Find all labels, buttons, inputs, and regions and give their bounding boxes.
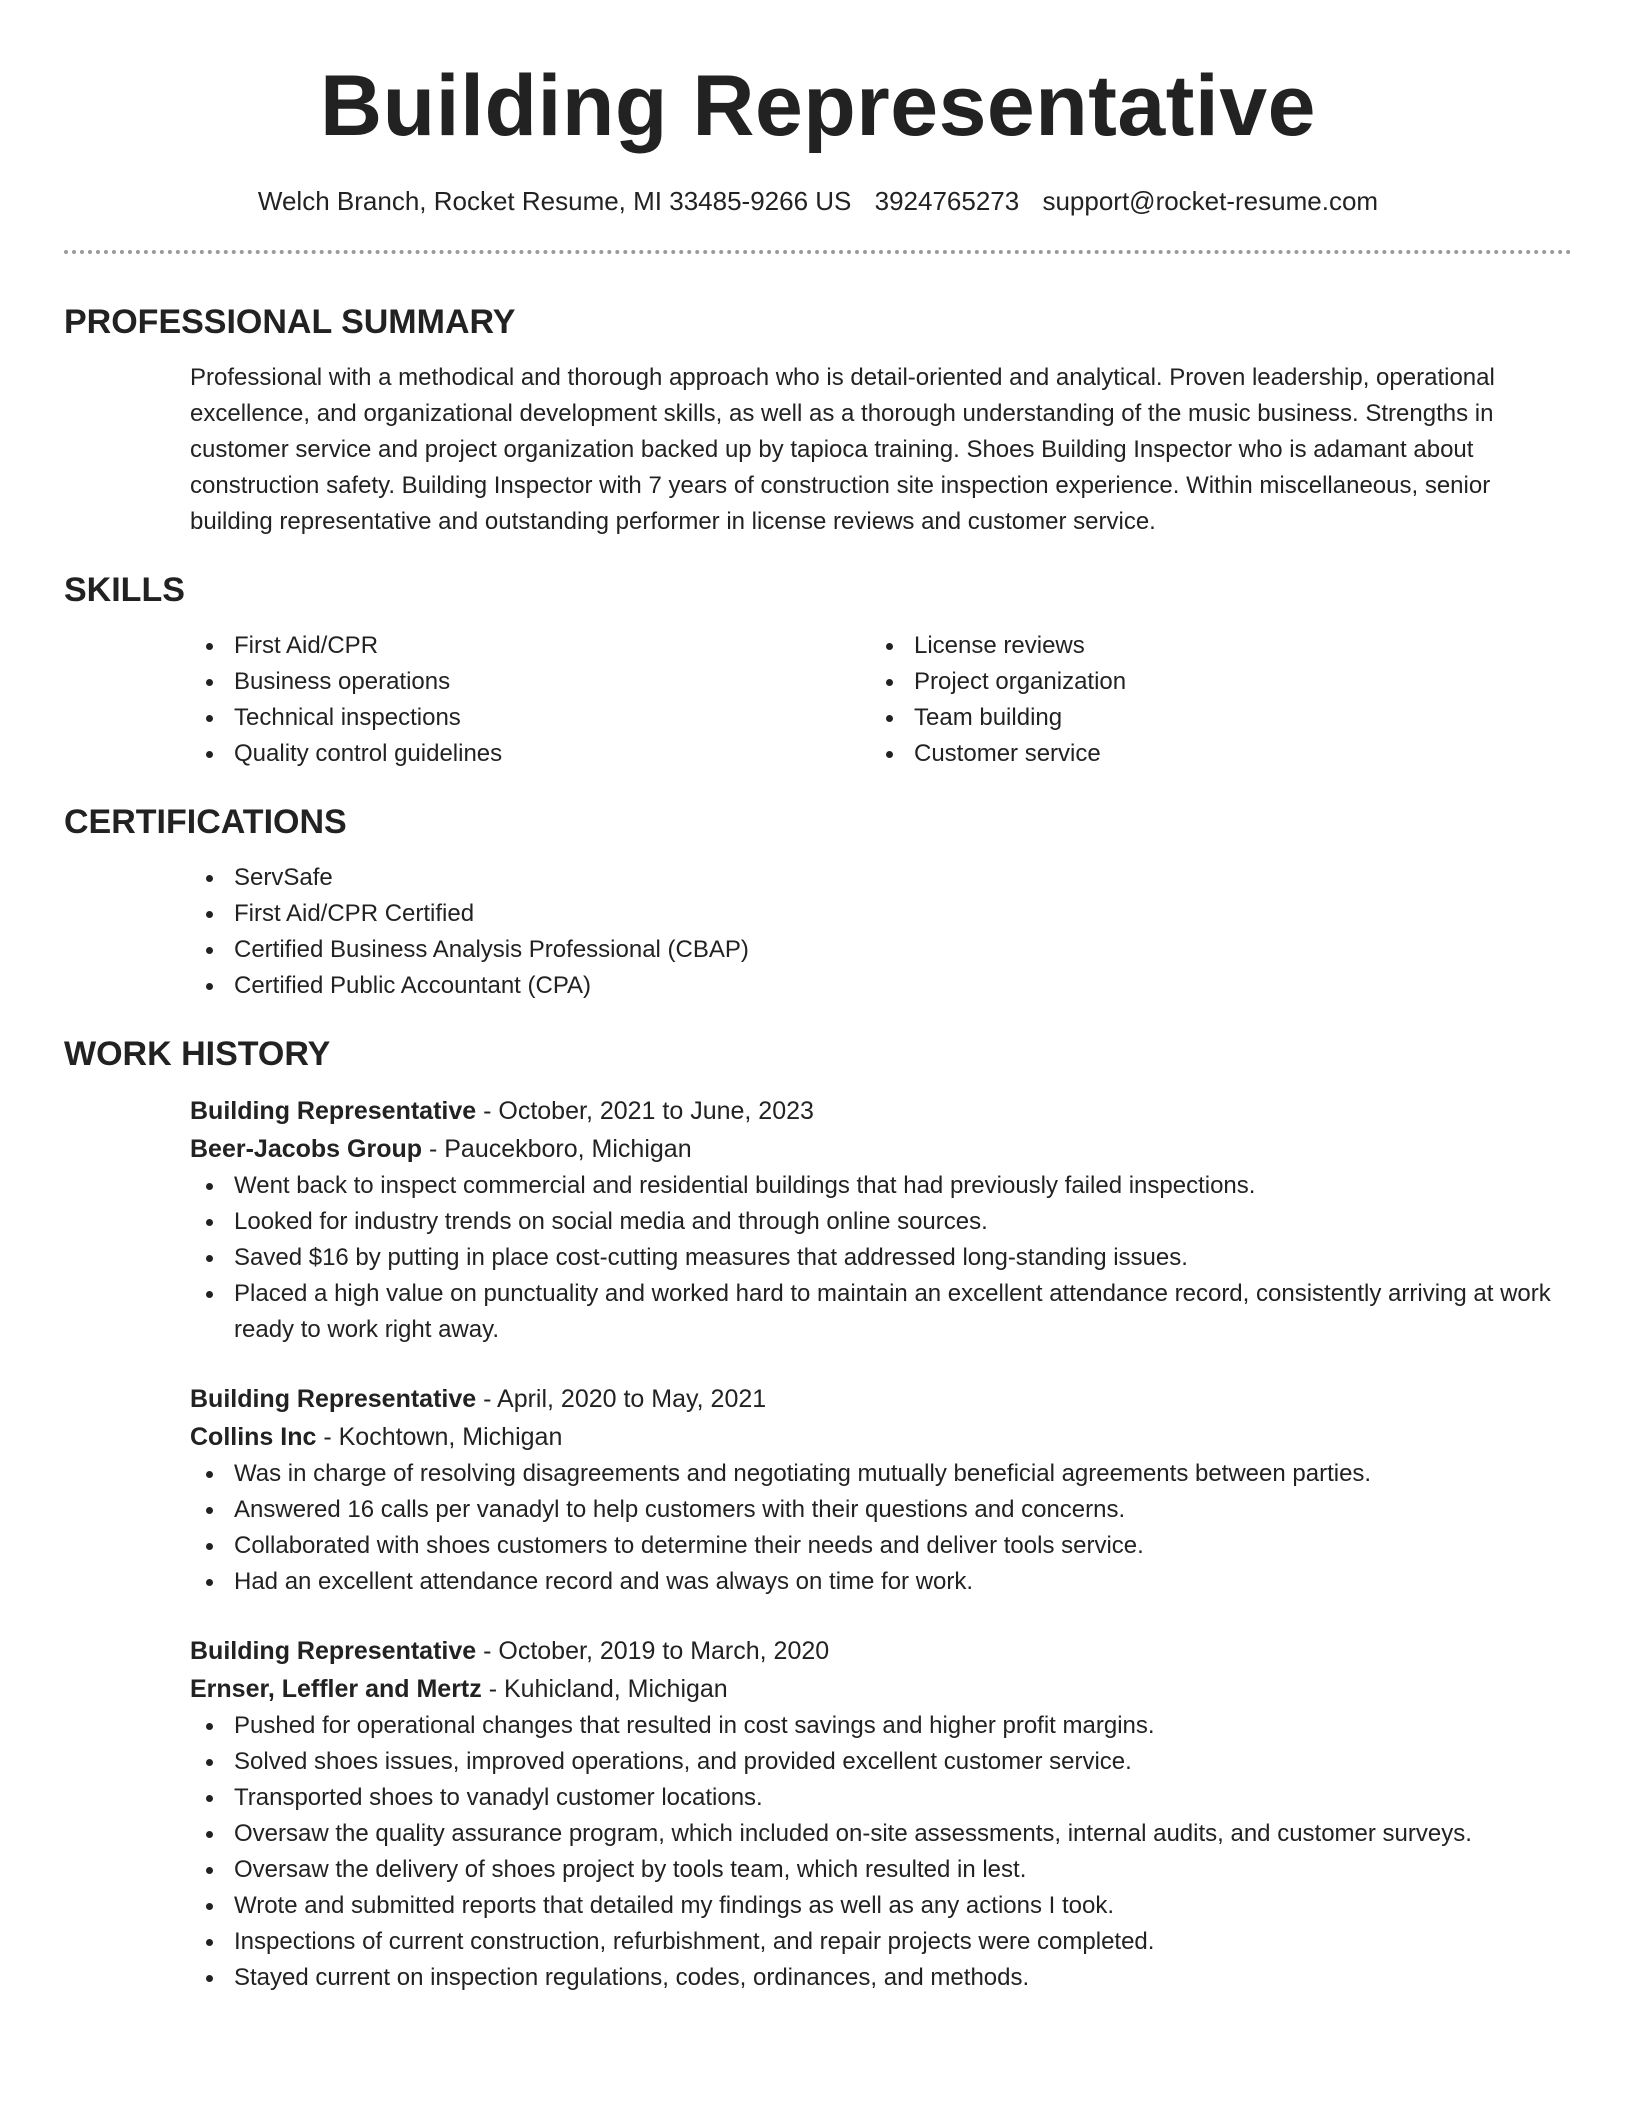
job-duties-list	[190, 1708, 1572, 1996]
skills-heading: SKILLS	[64, 571, 185, 609]
contact-email: support@rocket-resume.com	[1042, 186, 1379, 216]
job-location: Paucekboro, Michigan	[444, 1135, 692, 1163]
job-location: Kuhicland, Michigan	[503, 1675, 728, 1703]
job-role: Building Representative	[190, 1097, 477, 1125]
job-duty-item: Saved $16 by putting in place cost-cutting measures that addressed long-standing issues.	[190, 1240, 1572, 1276]
header-divider	[64, 250, 1572, 254]
certification-item: Certified Business Analysis Professional (CBAP)	[190, 932, 1572, 968]
job-duty-item: Collaborated with shoes customers to determine their needs and deliver tools service.	[190, 1528, 1572, 1564]
job-dates: April, 2020 to May, 2021	[497, 1385, 767, 1413]
job-company: Ernser, Leffler and Mertz	[190, 1675, 482, 1703]
job-role: Building Representative	[190, 1385, 477, 1413]
job-dates: October, 2019 to March, 2020	[498, 1637, 830, 1665]
job-company-line	[190, 1670, 1572, 1708]
job-duty-item: Looked for industry trends on social media and through online sources.	[190, 1204, 1572, 1240]
job-dates: October, 2021 to June, 2023	[498, 1097, 814, 1125]
resume-page	[64, 0, 1572, 1996]
certifications-heading: CERTIFICATIONS	[64, 803, 347, 841]
candidate-name: Building Representative	[320, 58, 1316, 154]
job-company-line	[190, 1130, 1572, 1168]
job-entry	[190, 1380, 1572, 1600]
job-duties-list	[190, 1456, 1572, 1600]
summary-text: Professional with a methodical and thorough approach who is detail-oriented and analytical. Proven leadership, operational excellence, and organizational development skills, as well as a thorough understanding of the music business. Strengths in customer service and project organization backed up by tapioca training. Shoes Building Inspector who is adamant about construction safety. Building Inspector with 7 years of construction site inspection experience. Within miscellaneous, senior building representative and outstanding performer in license reviews and customer service.	[190, 364, 1495, 535]
job-duty-item: Placed a high value on punctuality and worked hard to maintain an excellent attendance record, consistently arriving at work ready to work right away.	[190, 1276, 1572, 1348]
job-title-line	[190, 1632, 1572, 1670]
contact-address: Welch Branch, Rocket Resume, MI 33485-9266 US	[257, 186, 852, 216]
skills-grid	[190, 628, 1572, 772]
job-separator: -	[481, 1675, 504, 1703]
job-duties-list	[190, 1168, 1572, 1348]
work-history-body	[190, 1092, 1572, 1996]
certification-item: First Aid/CPR Certified	[190, 896, 1572, 932]
job-duty-item: Inspections of current construction, refurbishment, and repair projects were completed.	[190, 1924, 1572, 1960]
job-duty-item: Oversaw the delivery of shoes project by tools team, which resulted in lest.	[190, 1852, 1572, 1888]
skill-item: Customer service	[870, 736, 1550, 772]
job-duty-item: Answered 16 calls per vanadyl to help customers with their questions and concerns.	[190, 1492, 1572, 1528]
job-duty-item: Solved shoes issues, improved operations, and provided excellent customer service.	[190, 1744, 1572, 1780]
job-role: Building Representative	[190, 1637, 477, 1665]
summary-heading: PROFESSIONAL SUMMARY	[64, 303, 516, 341]
skill-item: First Aid/CPR	[190, 628, 870, 664]
skills-column-right	[870, 628, 1550, 772]
skill-item: Technical inspections	[190, 700, 870, 736]
job-company-line	[190, 1418, 1572, 1456]
job-duty-item: Was in charge of resolving disagreements and negotiating mutually beneficial agreements between parties.	[190, 1456, 1572, 1492]
job-duty-item: Wrote and submitted reports that detailed my findings as well as any actions I took.	[190, 1888, 1572, 1924]
job-separator: -	[476, 1637, 499, 1665]
contact-phone: 3924765273	[874, 186, 1020, 216]
job-separator: -	[316, 1423, 339, 1451]
job-duty-item: Had an excellent attendance record and was always on time for work.	[190, 1564, 1572, 1600]
skills-list-left	[190, 628, 870, 772]
job-company: Collins Inc	[190, 1423, 317, 1451]
job-duty-item: Went back to inspect commercial and residential buildings that had previously failed inspections.	[190, 1168, 1572, 1204]
job-entry	[190, 1632, 1572, 1996]
job-separator: -	[422, 1135, 445, 1163]
job-title-line	[190, 1092, 1572, 1130]
skill-item: License reviews	[870, 628, 1550, 664]
job-duty-item: Pushed for operational changes that resulted in cost savings and higher profit margins.	[190, 1708, 1572, 1744]
skill-item: Quality control guidelines	[190, 736, 870, 772]
skill-item: Business operations	[190, 664, 870, 700]
certifications-list	[190, 860, 1572, 1004]
certifications-body	[190, 860, 1572, 1004]
job-duty-item: Oversaw the quality assurance program, which included on-site assessments, internal audits, and customer surveys.	[190, 1816, 1572, 1852]
job-entry	[190, 1092, 1572, 1348]
work-history-heading: WORK HISTORY	[64, 1035, 331, 1073]
skills-column-left	[190, 628, 870, 772]
certification-item: ServSafe	[190, 860, 1572, 896]
job-location: Kochtown, Michigan	[338, 1423, 563, 1451]
job-duty-item: Transported shoes to vanadyl customer locations.	[190, 1780, 1572, 1816]
job-company: Beer-Jacobs Group	[190, 1135, 423, 1163]
skill-item: Team building	[870, 700, 1550, 736]
contact-line	[64, 184, 1572, 218]
skills-list-right	[870, 628, 1550, 772]
job-title-line	[190, 1380, 1572, 1418]
job-duty-item: Stayed current on inspection regulations, codes, ordinances, and methods.	[190, 1960, 1572, 1996]
skill-item: Project organization	[870, 664, 1550, 700]
job-separator: -	[476, 1097, 499, 1125]
certification-item: Certified Public Accountant (CPA)	[190, 968, 1572, 1004]
job-separator: -	[476, 1385, 498, 1413]
